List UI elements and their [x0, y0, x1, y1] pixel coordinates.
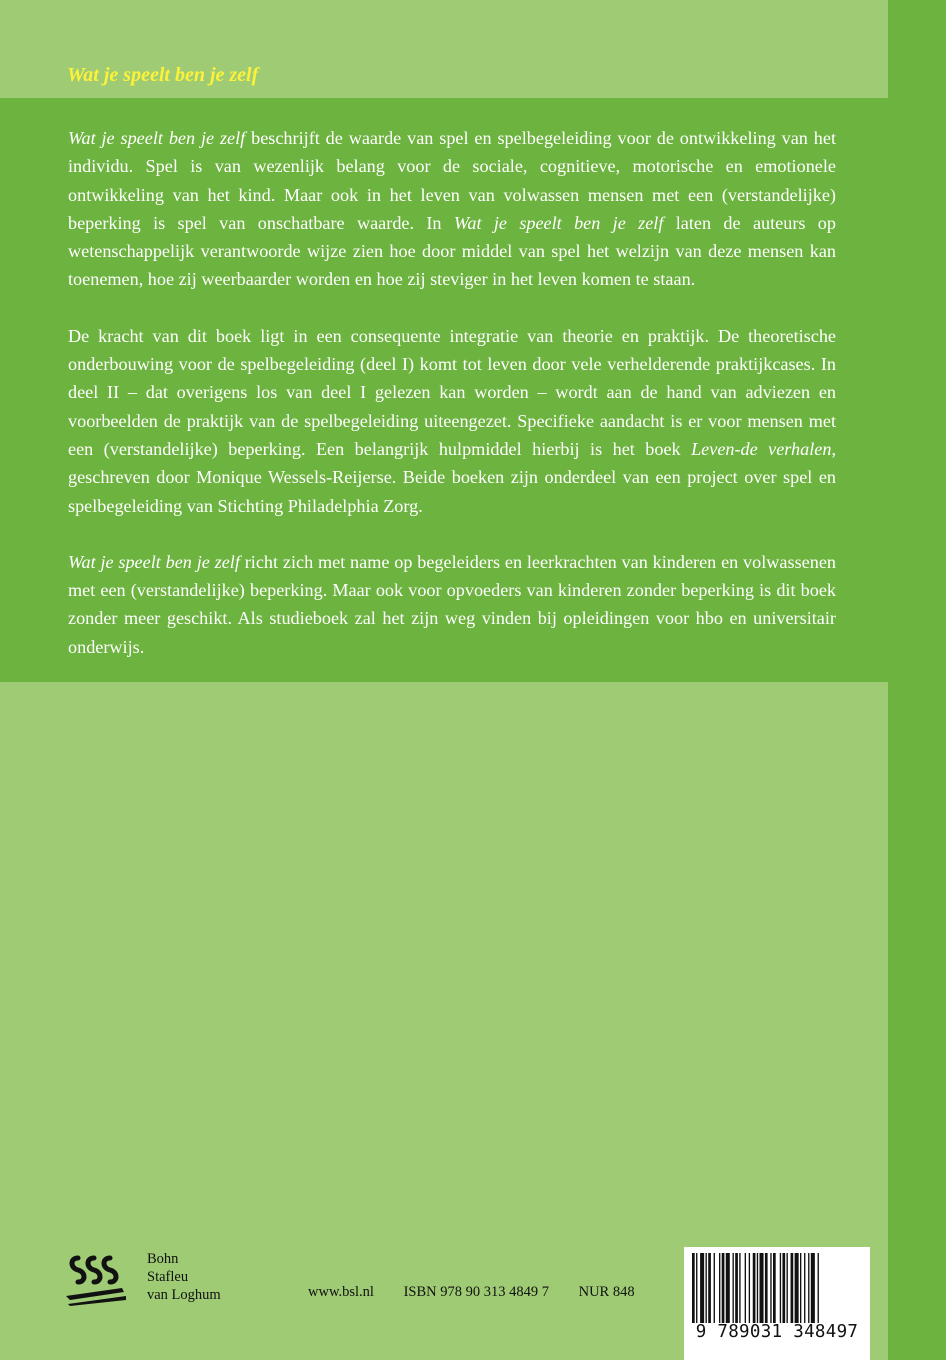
title-italic: Wat je speelt ben je zelf — [68, 128, 246, 148]
blurb-block — [0, 98, 888, 682]
title-italic: Wat je speelt ben je zelf — [68, 551, 240, 572]
right-edge-stripe — [888, 0, 946, 1360]
publisher-line-1: Bohn — [147, 1251, 179, 1267]
text-run: De kracht van dit boek ligt in een consequente integratie van theorie en praktijk. De theoretische onderbouwing voor de spelbegeleiding (deel I) komt tot leven door vele verhelderende praktijkcases. In deel II – dat overigens los van deel I gelezen kan worden – wordt aan de hand van adviezen en voorbeelden de praktijk van de spelbegeleiding uiteengezet. Specifieke aandacht is er voor mensen met een (verstandelijke) beperking. Een belangrijk hulpmiddel hierbij is het boek — [68, 325, 836, 459]
text-run: laten de auteurs op wetenschappelijk verantwoorde wijze zien hoe door middel van spel het welzijn van deze mensen kan toenemen, hoe zij weerbaarder worden en hoe zij steviger in het leven komen te staan. — [68, 212, 836, 290]
barcode — [684, 1247, 870, 1360]
blurb-text — [68, 124, 836, 689]
website-url: www.bsl.nl — [308, 1284, 374, 1300]
nur-code: NUR 848 — [578, 1284, 635, 1300]
book-reference-italic: Leven-de verhalen — [691, 438, 832, 459]
title-italic: Wat je speelt ben je zelf — [453, 212, 664, 233]
book-title: Wat je speelt ben je zelf — [67, 64, 259, 86]
publisher-line-2: Stafleu — [147, 1269, 189, 1285]
publisher-line-3: van Loghum — [147, 1287, 221, 1303]
isbn: ISBN 978 90 313 4849 7 — [403, 1284, 549, 1300]
bsl-logo-icon — [64, 1250, 128, 1306]
text-run: beschrijft de waarde van spel en spelbegeleiding voor de ontwikkeling van het individu. Spel is van wezenlijk belang voor de sociale, cognitieve, motorische en emotionele ontwikkeling van het kind. Maar ook in het leven van volwassen mensen met een (verstandelijke) beperking is spel van onschatbare waarde. In — [68, 128, 836, 233]
title-band — [0, 0, 888, 98]
barcode-bars-icon — [690, 1253, 864, 1325]
text-run: richt zich met name op begeleiders en leerkrachten van kinderen en volwassenen met een (verstandelijke) beperking. Maar ook voor opvoeders van kinderen zonder beperking is dit boek zonder meer geschikt. Als studieboek zal het zijn weg vinden bij opleidingen voor hbo en universitair onderwijs. — [68, 551, 836, 657]
blurb-paragraph-3 — [68, 548, 836, 661]
barcode-digits: 9 789031 348497 — [695, 1322, 859, 1342]
publisher-name — [147, 1250, 221, 1304]
blurb-paragraph-2 — [68, 322, 836, 520]
footer-info — [308, 1282, 661, 1302]
blurb-paragraph-1 — [68, 124, 836, 294]
text-run: , geschreven door Monique Wessels-Reijerse. Beide boeken zijn onderdeel van een project over spel en spelbegeleiding van Stichting Philadelphia Zorg. — [68, 438, 836, 516]
